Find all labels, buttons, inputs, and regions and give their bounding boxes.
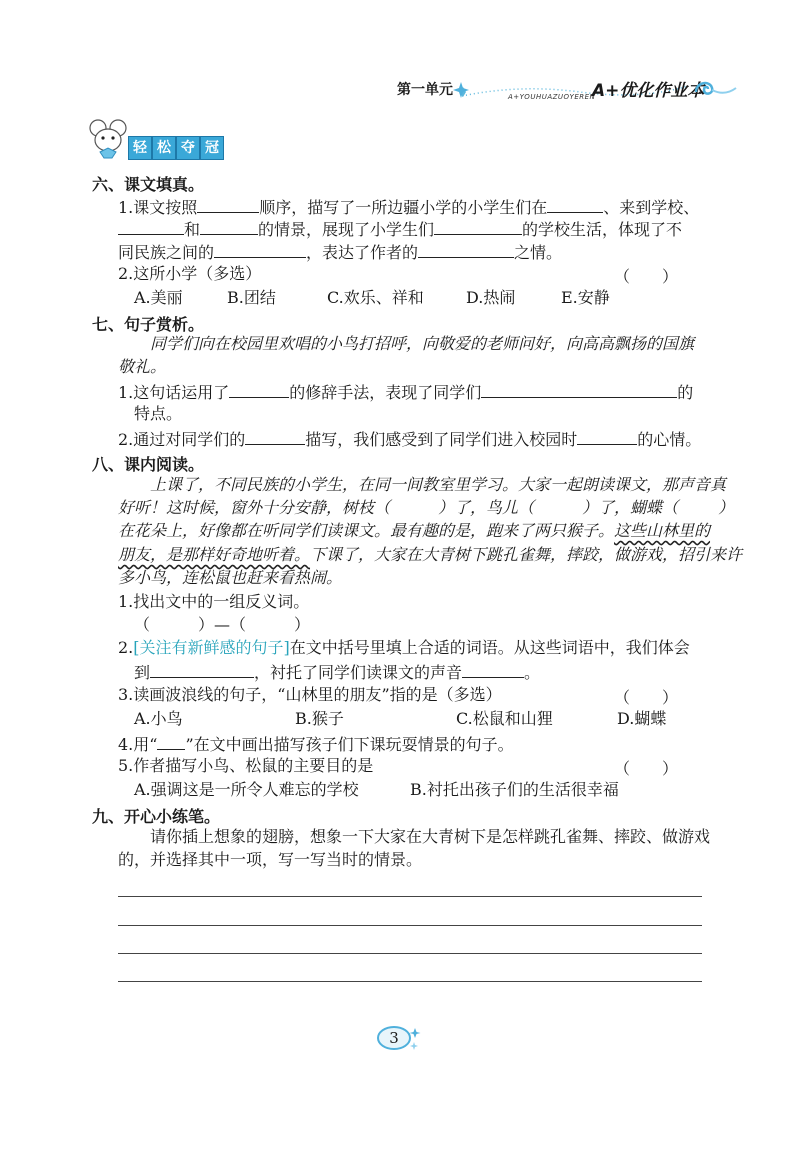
text: 到 [134, 663, 151, 682]
sec6-option[interactable]: A.美丽 [134, 288, 183, 307]
sec7-passage-line2: 敬礼。 [118, 357, 167, 376]
header-brand: A+优化作业本 [592, 81, 705, 101]
text: ，衬托了同学们读课文的声音 [254, 663, 463, 682]
header-pinyin: A+YOUHUAZUOYEREN [508, 93, 596, 101]
answer-blank[interactable] [462, 661, 524, 678]
logo-char: 松 [152, 136, 176, 160]
sec7-q2 [118, 428, 701, 450]
wavy-sentence: 朋友，是那样好奇地听着。 [118, 545, 311, 564]
sec8-q2-line2 [134, 661, 540, 683]
header-unit: 第一单元 [397, 82, 453, 98]
wavy-sentence: 这些山林里的 [614, 521, 711, 540]
text: 的情景，展现了小学生们 [258, 220, 435, 239]
section-8-title: 八、课内阅读。 [92, 455, 205, 474]
text: 1.课文按照 [118, 198, 198, 217]
text: 同民族之间的 [118, 243, 215, 262]
text: 和 [184, 220, 201, 239]
answer-blank[interactable] [547, 196, 603, 213]
text: 的学校生活，体现了不 [522, 220, 683, 239]
sec9-prompt-line1: 请你插上想象的翅膀，想象一下大家在大青树下是怎样跳孔雀舞、摔跤、做游戏 [150, 827, 711, 846]
answer-blank[interactable] [245, 428, 305, 445]
text: 顺序，描写了一所边疆小学的小学生们在 [259, 198, 548, 217]
answer-blank[interactable] [481, 381, 677, 398]
sec6-option[interactable]: C.欢乐、祥和 [327, 288, 424, 307]
focus-tag: [关注有新鲜感的句子] [133, 638, 290, 657]
text: 。 [524, 663, 541, 682]
answer-blank[interactable] [200, 218, 258, 235]
text: 4.用“ [118, 735, 158, 754]
text: 好听！这时候，窗外十分安静，树枝（ [118, 498, 391, 517]
answer-paren[interactable]: （ ） [614, 267, 679, 286]
text: 2.通过对同学们的 [118, 430, 246, 449]
text: ）了，蝴蝶（ [582, 498, 679, 517]
answer-blank[interactable] [418, 241, 514, 258]
sec7-q1-line1 [118, 381, 693, 403]
sec6-q2: 2.这所小学（多选） [118, 264, 262, 283]
text: 描写，我们感受到了同学们进入校园时 [305, 430, 578, 449]
answer-blank[interactable] [118, 218, 184, 235]
answer-blank[interactable] [197, 196, 259, 213]
star-icon [453, 82, 469, 98]
writing-line[interactable] [118, 981, 702, 982]
sec8-passage-line2 [118, 498, 734, 518]
text: ）了，鸟儿（ [438, 498, 535, 517]
text: 在花朵上，好像都在听同学们读课文。最有趣的是，跑来了两只猴子。 [118, 521, 615, 540]
sec6-option[interactable]: E.安静 [561, 288, 610, 307]
page-number: 3 [389, 1029, 399, 1047]
text: 2. [118, 638, 134, 657]
text: 1.这句话运用了 [118, 383, 230, 402]
sec8-q4 [118, 733, 514, 755]
sec8-q3-option[interactable]: D.蝴蝶 [617, 709, 667, 728]
answer-paren[interactable]: （ ） [614, 759, 679, 778]
answer-blank[interactable] [434, 218, 522, 235]
section-logo [88, 116, 228, 164]
sec6-q1-line3 [118, 241, 562, 263]
sec6-option[interactable]: B.团结 [227, 288, 276, 307]
sec8-passage-line4 [118, 545, 742, 565]
section-7-title: 七、句子赏析。 [92, 315, 205, 334]
sec8-q3: 3.读画波浪线的句子，“山林里的朋友”指的是（多选） [118, 685, 502, 704]
sec6-q1-line2 [118, 218, 682, 240]
text: 之情。 [514, 243, 563, 262]
writing-line[interactable] [118, 953, 702, 954]
sec8-passage-line1: 上课了，不同民族的小学生，在同一间教室里学习。大家一起朗读课文，那声音真 [150, 475, 727, 494]
sec6-q1-line1 [118, 196, 699, 218]
logo-char: 夺 [176, 136, 200, 160]
text: 在文中括号里填上合适的词语。从这些词语中，我们体会 [289, 638, 690, 657]
sec8-q3-option[interactable]: C.松鼠和山狸 [456, 709, 553, 728]
text: 的 [677, 383, 694, 402]
text: 的修辞手法，表现了同学们 [289, 383, 482, 402]
logo-char: 轻 [128, 136, 152, 160]
text: ”在文中画出描写孩子们下课玩耍情景的句子。 [185, 735, 514, 754]
logo-char: 冠 [200, 136, 224, 160]
sec7-q1-line2: 特点。 [134, 404, 183, 423]
answer-blank [157, 733, 185, 750]
sec7-passage-line1: 同学们向在校园里欢唱的小鸟打招呼，向敬爱的老师问好，向高高飘扬的国旗 [150, 334, 695, 353]
sec8-q1: 1.找出文中的一组反义词。 [118, 592, 310, 611]
text: 下课了，大家在大青树下跳孔雀舞，摔跤，做游戏，招引来许 [310, 545, 743, 564]
page-number-badge [372, 1024, 422, 1052]
answer-paren[interactable]: （ ） [614, 688, 679, 707]
sec8-passage-line3 [118, 521, 710, 541]
text: ，表达了作者的 [306, 243, 419, 262]
sec8-q1-answer[interactable]: （ ）—（ ） [134, 615, 311, 634]
swirl-icon [692, 78, 738, 100]
sec6-option[interactable]: D.热闹 [466, 288, 516, 307]
sec8-q3-option[interactable]: A.小鸟 [134, 709, 183, 728]
section-6-title: 六、课文填真。 [92, 175, 205, 194]
section-9-title: 九、开心小练笔。 [92, 807, 221, 826]
sec8-q2-line1 [118, 638, 690, 658]
answer-blank[interactable] [229, 381, 289, 398]
sec8-q5: 5.作者描写小鸟、松鼠的主要目的是 [118, 756, 374, 775]
answer-blank[interactable] [214, 241, 306, 258]
sec8-passage-line5: 多小鸟，连松鼠也赶来看热闹。 [118, 568, 343, 587]
text: 的心情。 [637, 430, 702, 449]
text: 、来到学校、 [603, 198, 700, 217]
answer-blank[interactable] [577, 428, 637, 445]
mouse-mascot-icon [88, 118, 130, 162]
sec9-prompt-line2: 的，并选择其中一项，写一写当时的情景。 [118, 850, 423, 869]
answer-blank[interactable] [150, 661, 254, 678]
sec8-q5-option[interactable]: A.强调这是一所令人难忘的学校 [134, 780, 359, 799]
writing-line[interactable] [118, 925, 702, 926]
sec8-q3-option[interactable]: B.猴子 [295, 709, 344, 728]
text: ） [718, 498, 735, 517]
writing-line[interactable] [118, 896, 702, 897]
sec8-q5-option[interactable]: B.衬托出孩子们的生活很幸福 [410, 780, 619, 799]
